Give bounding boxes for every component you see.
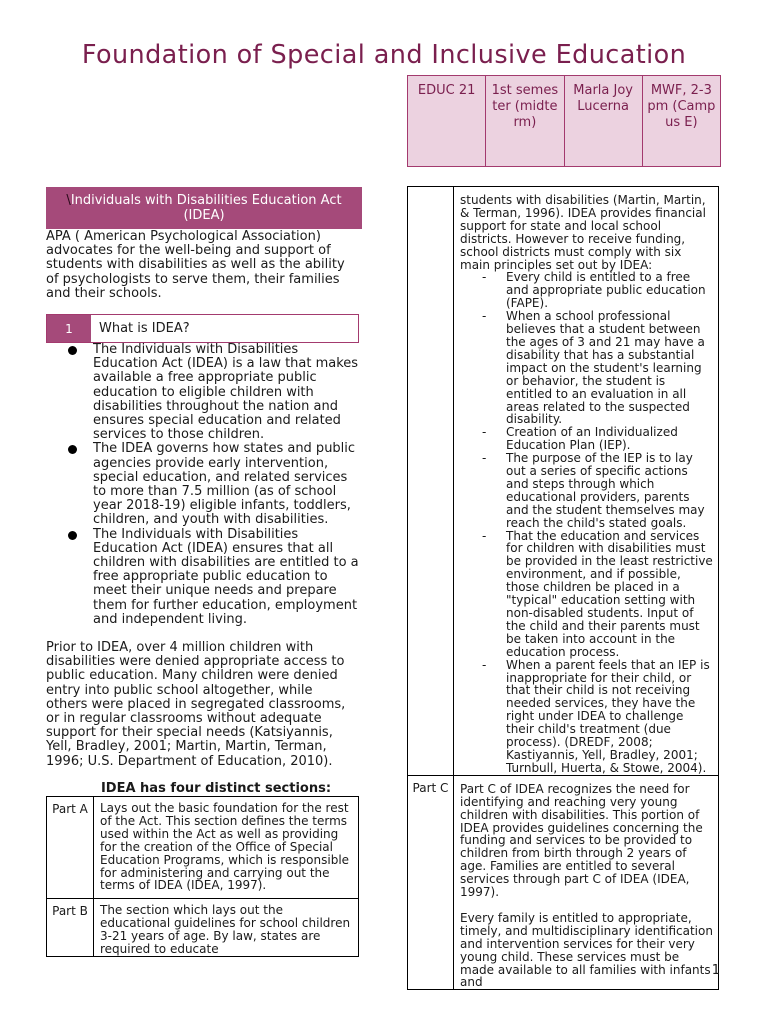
part-a-text: Lays out the basic foundation for the rest of the Act. This section defines the terms used within the Act as well as providing for the creation of the Office of Special Education Programs, which is responsible for administering and carrying out the terms of IDEA (IDEA, 1997). — [94, 797, 359, 899]
part-b-label: Part B — [47, 899, 94, 957]
dash-marker: - — [482, 657, 487, 672]
question-number: 1 — [47, 315, 91, 342]
list-item — [482, 270, 714, 311]
bullet-dot-icon — [68, 445, 77, 454]
banner-prefix: \ — [66, 193, 71, 208]
part-b-continued-intro: students with disabilities (Martin, Martin, & Terman, 1996). IDEA provides financial support for state and local school districts. However to receive funding, school districts must comply with six main principles set out by IDEA: — [460, 193, 706, 272]
principle-text: That the education and services for children with disabilities must be provided in the least restrictive environment, and if possible, those children be placed in a "typical" education setting with non-disabled students. Input of the child and their parents must be taken into account in the education process. — [506, 528, 713, 659]
apa-paragraph: APA ( American Psychological Association) advocates for the well-being and support of students with disabilities as well as the ability of psychologists to serve them, their families and their schools. — [46, 229, 345, 301]
dash-marker: - — [482, 309, 487, 324]
list-item — [482, 425, 714, 453]
question-box — [46, 314, 359, 343]
table-row — [408, 775, 719, 990]
idea-bullet-list — [46, 343, 364, 627]
dash-marker: - — [482, 528, 487, 543]
bullet-text: The Individuals with Disabilities Education Act (IDEA) is a law that makes available a free appropriate public education to eligible children with disabilities throughout the nation and ensures special education and related services to those children. — [93, 342, 359, 443]
course-code-cell: EDUC 21 — [408, 76, 486, 167]
section-banner — [46, 187, 362, 229]
table-row — [47, 797, 359, 899]
part-c-paragraph-2: Every family is entitled to appropriate, timely, and multidisciplinary identification and intervention services for their very young child. These services must be made available to all families with infants and — [460, 910, 713, 990]
question-text: What is IDEA? — [99, 321, 190, 336]
bullet-text: The Individuals with Disabilities Education Act (IDEA) ensures that all children with disabilities are entitled to a free appropriate public education to meet their unique needs and prepare them for further education, employment and independent living. — [93, 526, 359, 627]
part-b-text: The section which lays out the educational guidelines for school children 3-21 years of age. By law, states are required to educate — [94, 899, 359, 957]
semester-cell: 1st semester (midterm) — [486, 76, 564, 167]
principle-text: When a school professional believes that a student between the ages of 3 and 21 may have a disability that has a substantial impact on the student's learning or behavior, the student is entitled to an evaluation in all areas related to the suspected disability. — [506, 309, 705, 427]
bullet-dot-icon — [68, 346, 77, 355]
banner-title: Individuals with Disabilities Education Act (IDEA) — [70, 193, 342, 223]
table-row — [47, 899, 359, 957]
list-item — [482, 451, 714, 530]
principle-text: Creation of an Individualized Education Plan (IEP). — [506, 425, 678, 453]
bullet-item — [46, 528, 364, 627]
dash-marker: - — [482, 270, 487, 285]
table-row — [408, 187, 719, 776]
sections-heading: IDEA has four distinct sections: — [100, 781, 332, 796]
document-title: Foundation of Special and Inclusive Education — [81, 40, 687, 70]
part-c-paragraph-1: Part C of IDEA recognizes the need for identifying and reaching very young children with disabilities. This portion of IDEA provides guidelines concerning the funding and services to be provided to children from birth through 2 years of age. Families are entitled to several services through part C of IDEA (IDEA, 1997). — [460, 781, 703, 900]
course-info-table — [407, 75, 721, 167]
dash-marker: - — [482, 425, 487, 440]
schedule-cell: MWF, 2-3pm (Campus E) — [642, 76, 720, 167]
parts-table-right — [407, 186, 719, 990]
principles-list — [460, 271, 714, 774]
bullet-text: The IDEA governs how states and public agencies provide early intervention, special education, and related services to more than 7.5 million (as of school year 2018-19) eligible infants, toddlers, children, and youth with disabilities. — [93, 441, 356, 528]
bullet-item — [46, 343, 364, 442]
part-c-label: Part C — [408, 775, 454, 990]
paragraph-gap — [460, 899, 714, 912]
part-a-label: Part A — [47, 797, 94, 899]
list-item — [482, 309, 714, 427]
page-number: 1 — [711, 963, 720, 978]
bullet-dot-icon — [68, 531, 77, 540]
dash-marker: - — [482, 451, 487, 466]
principle-text: Every child is entitled to a free and appropriate public education (FAPE). — [506, 270, 706, 311]
principle-text: The purpose of the IEP is to lay out a series of specific actions and steps through which educational providers, parents and the student themselves may reach the child's stated goals. — [506, 451, 705, 530]
part-b-continued-label — [408, 187, 454, 776]
parts-table-left — [46, 796, 359, 957]
part-c-text — [454, 775, 719, 990]
instructor-cell: Marla Joy Lucerna — [564, 76, 642, 167]
list-item — [482, 528, 714, 659]
principle-text: When a parent feels that an IEP is inappropriate for their child, or that their child is not receiving needed services, they have the right under IDEA to challenge their child's treatment (due process). (DREDF, 2008; Kastiyannis, Yell, Bradley, 2001; Turnbull, Huerta, & Stowe, 2004). — [506, 657, 710, 775]
prior-to-idea-paragraph: Prior to IDEA, over 4 million children with disabilities were denied appropriate access to public education. Many children were denied entry into public school altogether, while others were placed in segregated classrooms, or in regular classrooms without adequate support for their special needs (Katsiyannis, Yell, Bradley, 2001; Martin, Martin, Terman, 1996; U.S. Department of Education, 2010). — [46, 640, 346, 769]
bullet-item — [46, 442, 364, 527]
list-item — [482, 657, 714, 775]
part-b-continued-text — [454, 187, 719, 776]
